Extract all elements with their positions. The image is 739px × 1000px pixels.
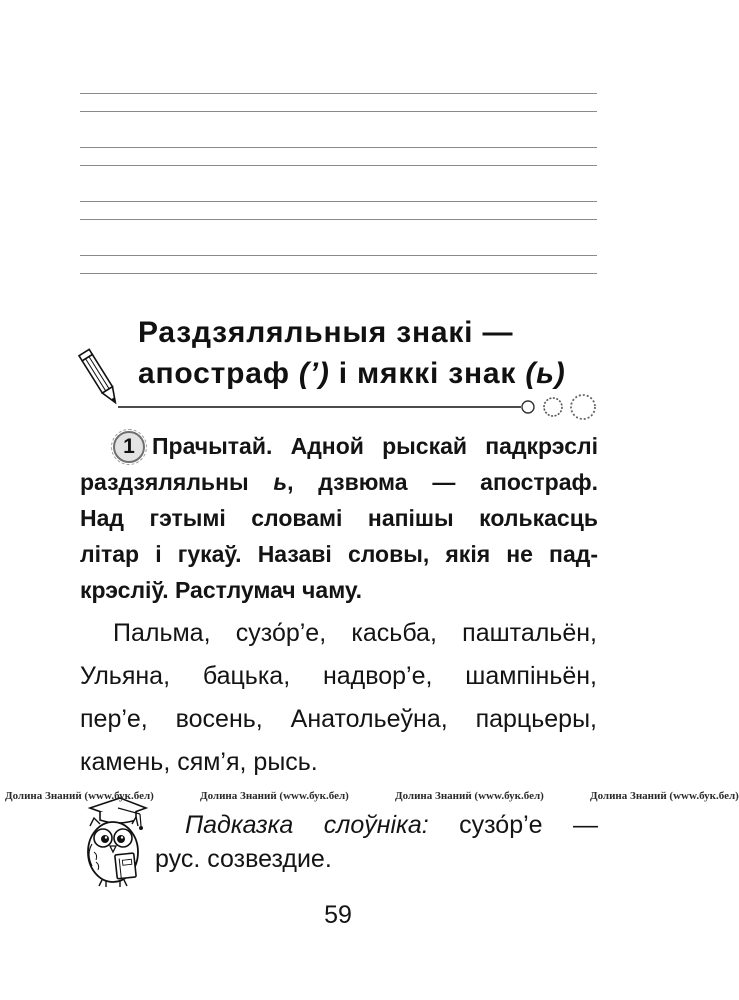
heading-line-1: Раздзяляльныя знакі —: [138, 316, 514, 349]
writing-line: [80, 219, 597, 220]
word-line: камень, сям’я, рысь.: [80, 748, 318, 776]
writing-line: [80, 93, 597, 94]
section-heading: [138, 312, 566, 394]
hint-line: [155, 808, 598, 842]
heading-apostrophe-symbol: (’): [298, 357, 330, 390]
instruction-line: крэсліў. Растлумач чаму.: [80, 577, 363, 603]
decor-circle-small: [522, 401, 534, 413]
hint-label: Падказка слоўніка:: [185, 811, 429, 839]
dictionary-hint: [155, 808, 598, 876]
writing-line: [80, 147, 597, 148]
hint-translation: рус. созвездие.: [155, 845, 332, 873]
decor-circle-medium: [544, 398, 562, 416]
hint-word: сузо́р’е —: [459, 811, 598, 839]
page-number: 59: [324, 901, 352, 929]
heading-line-2: [138, 353, 566, 394]
exercise-instructions: [80, 428, 598, 608]
owl-book: [115, 853, 136, 879]
heading-underline: [115, 393, 605, 421]
instruction-text: , дзвюма — апостраф.: [287, 469, 599, 495]
heading-word-apostrophe: апостраф: [138, 357, 290, 390]
word-line: пер’е, восень, Анатольеўна, парцьеры,: [80, 705, 597, 733]
watermark-text: Долина Знаний (www.бук.бел): [590, 790, 739, 802]
heading-soft-sign-symbol: (ь): [525, 357, 566, 390]
instruction-line: [80, 464, 598, 500]
watermark-text: Долина Знаний (www.бук.бел): [200, 790, 349, 802]
watermark-text: Долина Знаний (www.бук.бел): [395, 790, 544, 802]
decor-circle-large: [571, 395, 595, 419]
instruction-line: літар і гукаў. Назаві словы, якія не пад-: [80, 541, 598, 567]
word-line: Пальма, сузо́р’е, касьба, паштальён,: [113, 619, 597, 647]
instruction-line: Прачытай. Адной рыскай падкрэслі: [152, 433, 598, 459]
watermark-row: [0, 788, 739, 804]
instruction-text: раздзяляльны: [80, 469, 249, 495]
writing-line: [80, 165, 597, 166]
writing-line: [80, 111, 597, 112]
owl-icon: [76, 792, 148, 890]
exercise-number-badge: 1: [113, 431, 145, 463]
writing-line: [80, 201, 597, 202]
soft-sign-letter: ь: [273, 469, 288, 495]
writing-line: [80, 255, 597, 256]
watermark-text: Долина Знаний (www.бук.бел): [5, 790, 154, 802]
word-list: [80, 612, 597, 784]
instruction-line: Над гэтымі словамі напішы колькасць: [80, 505, 598, 531]
writing-line: [80, 273, 597, 274]
word-line: Ульяна, бацька, надвор’е, шампіньён,: [80, 662, 597, 690]
heading-word-soft-sign: і мяккі знак: [338, 357, 517, 390]
